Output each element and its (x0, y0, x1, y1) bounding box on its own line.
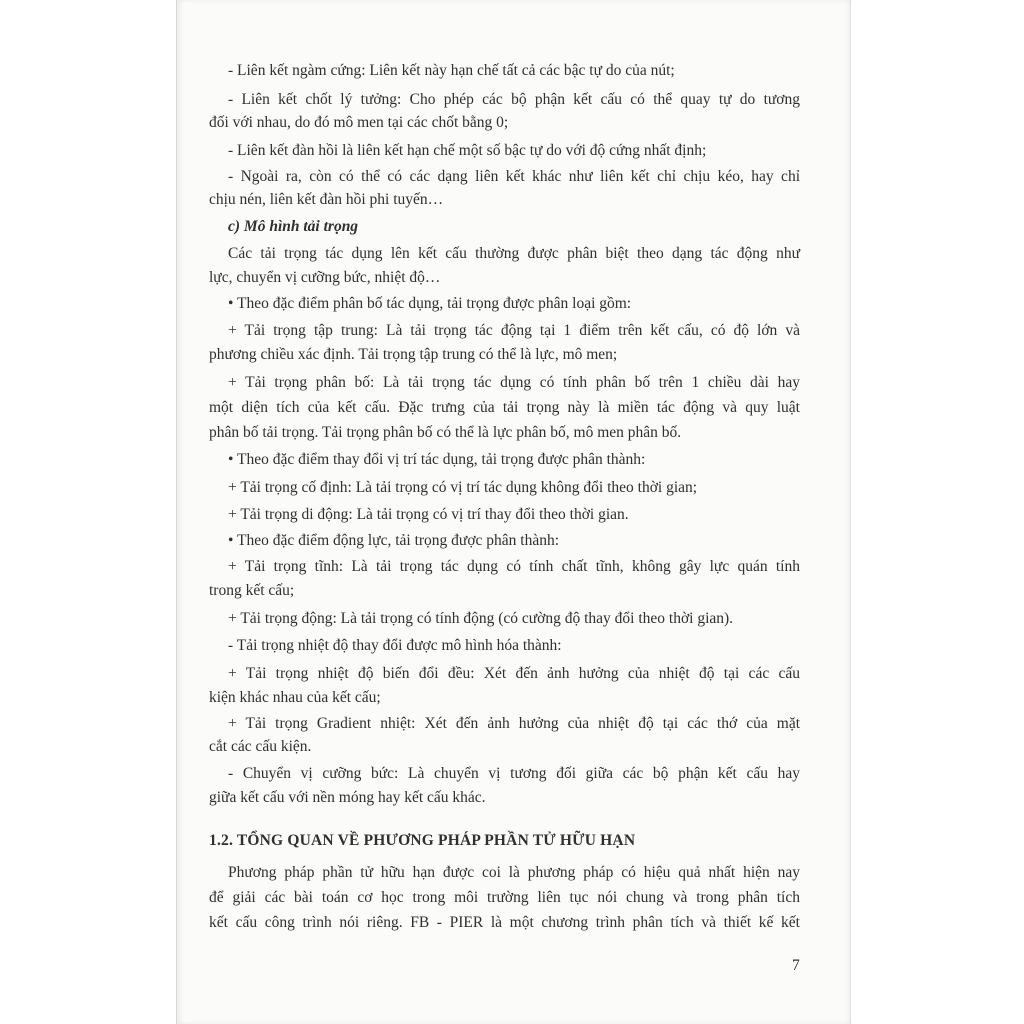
page-number: 7 (792, 957, 800, 974)
text-line: trong kết cấu; (209, 582, 295, 599)
section-heading: 1.2. TỔNG QUAN VỀ PHƯƠNG PHÁP PHẦN TỬ HỮU HẠN (209, 832, 636, 849)
text-line: lực, chuyển vị cưỡng bức, nhiệt độ… (209, 269, 441, 286)
text-line: • Theo đặc điểm phân bố tác dụng, tải trọng được phân loại gồm: (228, 295, 632, 312)
text-line: phương chiều xác định. Tải trọng tập trung có thể là lực, mô men; (209, 346, 618, 363)
text-line: + Tải trọng tập trung: Là tải trọng tác động tại 1 điểm trên kết cấu, có độ lớn và (228, 322, 800, 339)
text-line: • Theo đặc điểm thay đổi vị trí tác dụng, tải trọng được phân thành: (228, 451, 646, 468)
text-line: + Tải trọng Gradient nhiệt: Xét đến ảnh hưởng của nhiệt độ tại các thớ của mặt (228, 715, 800, 732)
text-line: - Liên kết chốt lý tưởng: Cho phép các bộ phận kết cấu có thể quay tự do tương (228, 91, 800, 108)
subsection-heading: c) Mô hình tải trọng (228, 218, 359, 235)
text-line: Phương pháp phần tử hữu hạn được coi là phương pháp có hiệu quả nhất hiện nay (228, 864, 800, 881)
text-line: + Tải trọng động: Là tải trọng có tính động (có cường độ thay đổi theo thời gian). (228, 610, 734, 627)
text-line: - Ngoài ra, còn có thể có các dạng liên kết khác như liên kết chỉ chịu kéo, hay chỉ (228, 168, 800, 185)
text-line: giữa kết cấu với nền móng hay kết cấu khác. (209, 789, 486, 806)
text-line: + Tải trọng nhiệt độ biến đổi đều: Xét đến ảnh hưởng của nhiệt độ tại các cấu (228, 665, 800, 682)
text-line: một diện tích của kết cấu. Đặc trưng của tải trọng này là miền tác động và quy luật (209, 399, 800, 416)
text-line: cắt các cấu kiện. (209, 738, 312, 755)
text-line: để giải các bài toán cơ học trong môi trường liên tục nói chung và trong phân tích (209, 889, 800, 906)
text-line: - Liên kết ngàm cứng: Liên kết này hạn chế tất cả các bậc tự do của nút; (228, 62, 675, 79)
text-line: đối với nhau, do đó mô men tại các chốt bằng 0; (209, 114, 509, 131)
text-line: - Chuyển vị cưỡng bức: Là chuyển vị tương đối giữa các bộ phận kết cấu hay (228, 765, 800, 782)
text-line: chịu nén, liên kết đàn hồi phi tuyến… (209, 191, 444, 208)
text-line: kết cấu công trình nói riêng. FB - PIER là một chương trình phân tích và thiết kế kết (209, 914, 800, 931)
text-line: + Tải trọng phân bố: Là tải trọng tác dụng có tính phân bố trên 1 chiều dài hay (228, 374, 800, 391)
text-line: + Tải trọng tĩnh: Là tải trọng tác dụng có tính chất tĩnh, không gây lực quán tính (228, 558, 800, 575)
text-line: Các tải trọng tác dụng lên kết cấu thường được phân biệt theo dạng tác động như (228, 245, 800, 262)
text-line: + Tải trọng di động: Là tải trọng có vị trí thay đổi theo thời gian. (228, 506, 629, 523)
text-line: - Tải trọng nhiệt độ thay đổi được mô hình hóa thành: (228, 637, 562, 654)
text-line: kiện khác nhau của kết cấu; (209, 689, 381, 706)
text-line: phân bố tải trọng. Tải trọng phân bố có thể là lực phân bố, mô men phân bố. (209, 424, 682, 441)
text-line: + Tải trọng cố định: Là tải trọng có vị trí tác dụng không đổi theo thời gian; (228, 479, 698, 496)
text-line: - Liên kết đàn hồi là liên kết hạn chế một số bậc tự do với độ cứng nhất định; (228, 142, 707, 159)
text-line: • Theo đặc điểm động lực, tải trọng được phân thành: (228, 532, 560, 549)
